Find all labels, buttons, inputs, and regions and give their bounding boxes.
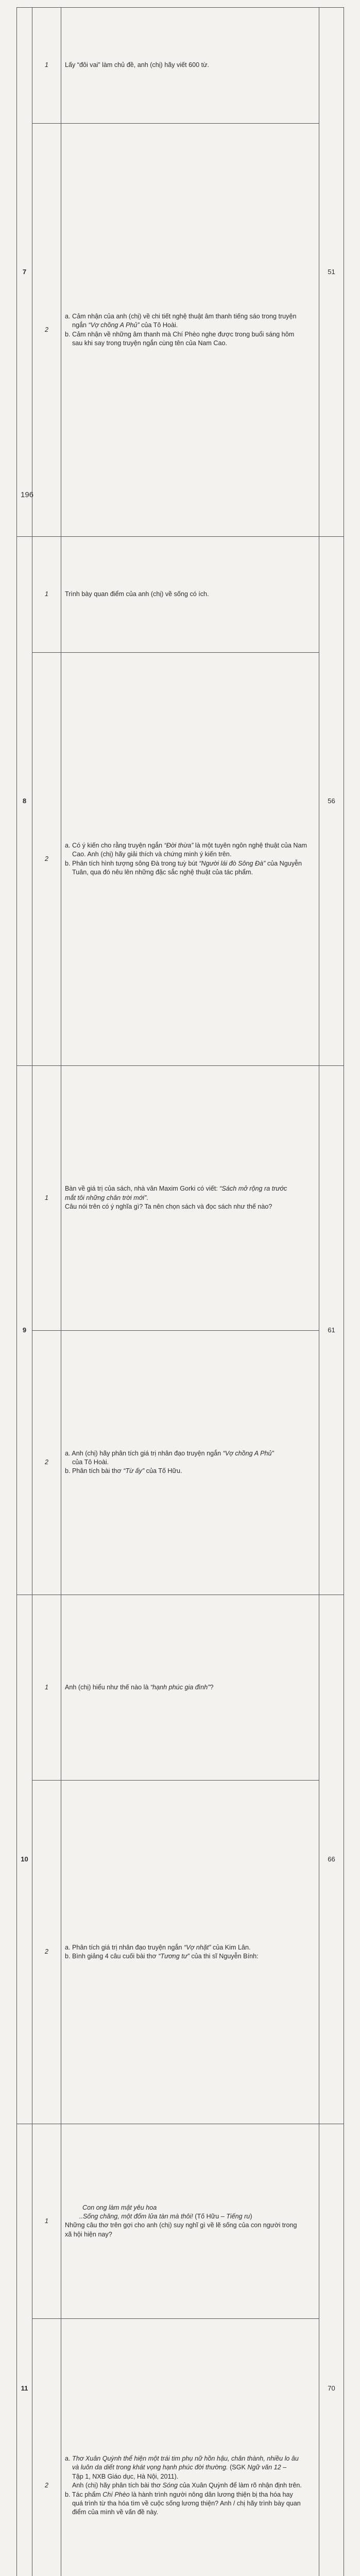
text-segment: Anh (chị) hiểu như thế nào là [65,1684,150,1691]
italic-text: “Đời thừa” [164,842,194,849]
text-segment: của Tô Hoài. [140,321,178,329]
table-row [17,2124,344,2319]
italic-text: Thơ Xuân Quỳnh thể hiện một trái tim phụ nữ hồn hậu, chân thành, nhiều lo âu [72,2455,299,2462]
exam-number: 7 [17,8,32,537]
text-segment: Những câu thơ trên gợi cho anh (chị) suy nghĩ gì về lẽ sống của con người trong [65,2222,297,2229]
textbook-page [0,0,360,528]
text-segment: (Tố Hữu – [193,2213,226,2220]
text-line [65,590,316,599]
table-row [17,1330,344,1595]
text-segment: là một tuyên ngôn nghệ thuật của Nam [193,842,307,849]
text-line [65,1467,316,1476]
text-segment: Anh (chị) hãy phân tích bài thơ [72,2482,163,2489]
text-line [65,841,316,850]
text-line [65,2508,316,2517]
question-number: 2 [32,1780,61,2124]
question-number: 2 [32,2318,61,2576]
text-line [65,1943,316,1952]
table-row [17,2318,344,2576]
text-segment: ngắn [72,321,89,329]
text-line [65,321,316,330]
text-line [65,2463,316,2472]
table-row [17,8,344,124]
page-reference: 70 [319,2124,344,2576]
text-line [65,1194,316,1202]
text-segment: b. Bình giảng 4 câu cuối bài thơ [65,1953,158,1960]
italic-text: “Từ ấy” [123,1467,144,1475]
text-segment: của thi sĩ Nguyễn Bính: [190,1953,259,1960]
text-segment: a. Phân tích giá trị nhân đạo truyện ngắn [65,1944,184,1951]
text-line [65,850,316,859]
text-segment: Trình bày quan điểm của anh (chị) về sống có ích. [65,590,209,598]
text-line [65,859,316,868]
text-line [65,1449,316,1458]
text-line [65,339,316,348]
question-text [61,1780,319,2124]
text-segment: Lấy “đôi vai” làm chủ đề, anh (chị) hãy viết 600 từ. [65,61,209,69]
question-text [61,1595,319,1781]
text-segment: sau khi say trong truyện ngắn cùng tên của Nam Cao. [72,340,227,347]
text-line [65,61,316,70]
exam-number: 10 [17,1595,32,2124]
table-row [17,537,344,653]
text-line [65,2499,316,2508]
text-line [65,330,316,339]
table-row [17,124,344,537]
text-line [65,868,316,877]
italic-text: Sóng [163,2482,178,2489]
question-text [61,8,319,124]
question-number: 2 [32,1330,61,1595]
text-segment: của Nguyễn [265,860,302,867]
italic-text: “Người lái đò Sông Đà” [199,860,265,867]
text-segment: – [281,2464,287,2471]
italic-text: Chí Phèo [102,2491,130,2498]
text-line [65,2221,316,2230]
text-line [65,2230,316,2239]
italic-text: “Vợ chồng A Phủ” [89,321,140,329]
table-of-contents [16,7,344,2576]
question-text [61,537,319,653]
text-line [65,1184,316,1193]
page-reference: 56 [319,537,344,1066]
page-reference: 66 [319,1595,344,2124]
italic-text: “Vợ nhặt” [184,1944,211,1951]
question-number: 1 [32,8,61,124]
text-line [65,2212,316,2221]
italic-text: Con ong làm mật yêu hoa [82,2204,157,2211]
text-line [65,1683,316,1692]
text-segment: a. Có ý kiến cho rằng truyện ngắn [65,842,164,849]
text-segment: Tập 1, NXB Giáo dục, Hà Nội, 2011). [72,2473,178,2480]
question-number: 1 [32,537,61,653]
italic-text: Ngữ văn 12 [247,2464,281,2471]
text-segment: ) [250,2213,252,2220]
question-number: 1 [32,1595,61,1781]
text-line [65,2490,316,2499]
question-text [61,124,319,537]
question-number: 1 [32,1066,61,1331]
text-segment: xã hội hiện nay? [65,2231,112,2238]
italic-text: “Tương tư” [158,1953,190,1960]
exam-number: 8 [17,537,32,1066]
italic-text: “Sách mở rộng ra trước [219,1185,287,1192]
text-line [65,1952,316,1961]
text-segment: a. Cảm nhận của anh (chị) về chi tiết nghệ thuật âm thanh tiếng sáo trong truyện [65,313,296,320]
text-line [65,1458,316,1467]
question-text [61,2318,319,2576]
page-number: 196 [21,490,33,499]
question-text [61,1330,319,1595]
text-line [65,1202,316,1211]
table-row [17,1780,344,2124]
text-segment: (SGK [228,2464,248,2471]
italic-text: và luôn da diết trong khát vọng hạnh phúc đời thường. [72,2464,228,2471]
italic-text: Tiếng ru [226,2213,250,2220]
text-segment: b. Tác phẩm [65,2491,102,2498]
exam-number: 9 [17,1066,32,1595]
text-segment: b. Cảm nhận về những âm thanh mà Chí Phèo nghe được trong buổi sáng hôm [65,331,294,338]
text-segment: là hành trình người nông dân lương thiện bị tha hóa hay [130,2491,293,2498]
text-segment: . [146,1194,148,1201]
question-text [61,2124,319,2319]
text-line [65,2481,316,2490]
italic-text: ..Sống chăng, một đốm lửa tàn mà thôi! [79,2213,193,2220]
text-segment: b. Phân tích bài thơ [65,1467,123,1475]
question-text [61,653,319,1066]
text-segment: điểm của mình về vấn đề này. [72,2509,158,2516]
table-row [17,1066,344,1331]
page-reference: 51 [319,8,344,537]
text-line [65,2472,316,2481]
text-segment: Bàn về giá trị của sách, nhà văn Maxim Gorki có viết: [65,1185,219,1192]
text-line [65,2454,316,2463]
text-segment: của Kim Lân. [211,1944,250,1951]
text-segment: quá trình từ tha hóa tìm về cuộc sống lương thiện? Anh / chị hãy trình bày quan [72,2500,301,2507]
text-line [65,312,316,321]
text-segment: Câu nói trên có ý nghĩa gì? Ta nên chọn sách và đọc sách như thế nào? [65,1203,272,1210]
text-segment: của Tố Hữu. [144,1467,182,1475]
text-segment: a. Anh (chị) hãy phân tích giá trị nhân đạo truyện ngắn [65,1450,223,1457]
text-segment: của Xuân Quỳnh để làm rõ nhận định trên. [178,2482,302,2489]
table-row [17,1595,344,1781]
text-line [65,2204,316,2212]
text-segment: a. [65,2455,72,2462]
page-reference: 61 [319,1066,344,1595]
text-segment: của Tô Hoài. [72,1459,109,1466]
italic-text: mắt tôi những chân trời mới” [65,1194,146,1201]
question-number: 2 [32,124,61,537]
text-segment: Tuân, qua đó nêu lên những đặc sắc nghệ thuật của tác phẩm. [72,869,253,876]
table-row [17,653,344,1066]
question-number: 2 [32,653,61,1066]
text-segment: b. Phân tích hình tượng sông Đà trong tuỳ bút [65,860,199,867]
question-text [61,1066,319,1331]
italic-text: “hạnh phúc gia đình” [150,1684,210,1691]
text-segment: ? [210,1684,214,1691]
exam-number: 11 [17,2124,32,2576]
question-number: 1 [32,2124,61,2319]
italic-text: “Vợ chồng A Phủ” [223,1450,274,1457]
text-segment: Cao. Anh (chị) hãy giải thích và chứng minh ý kiến trên. [72,851,231,858]
